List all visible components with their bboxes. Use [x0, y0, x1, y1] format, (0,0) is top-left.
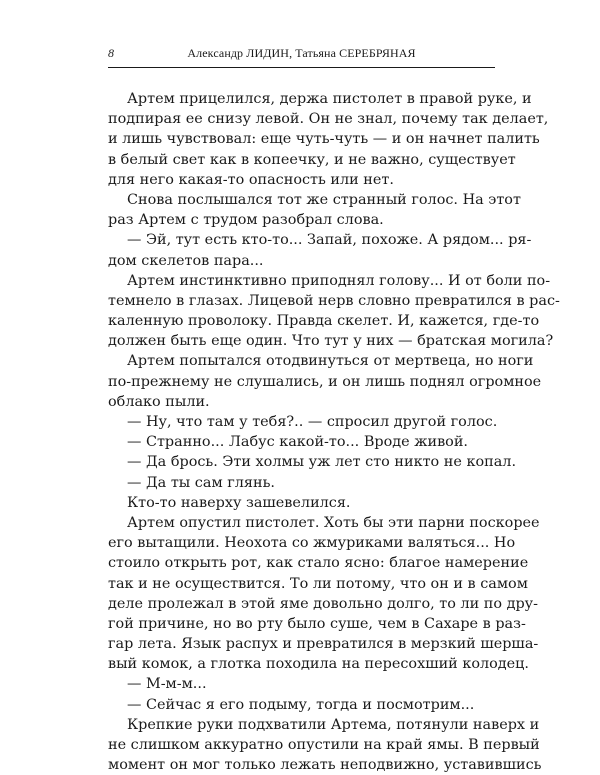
text-line: его вытащили. Неохота со жмуриками валяться... Но: [108, 535, 516, 552]
text-line: деле пролежал в этой яме довольно долго, то ли по дру-: [108, 595, 539, 612]
text-line: каленную проволоку. Правда скелет. И, кажется, где-то: [108, 313, 540, 330]
text-line: стоило открыть рот, как стало ясно: благое намерение: [108, 555, 529, 572]
text-line: Крепкие руки подхватили Артема, потянули наверх и: [127, 716, 540, 733]
text-line: Артем попытался отодвинуться от мертвеца, но ноги: [127, 353, 534, 370]
text-line: Артем прицелился, держа пистолет в правой руке, и: [127, 91, 532, 107]
text-line: в белый свет как в копеечку, и не важно, существует: [108, 151, 516, 168]
text-line: раз Артем с трудом разобрал слова.: [108, 212, 384, 229]
text-line: по-прежнему не слушались, и он лишь поднял огромное: [108, 373, 542, 390]
running-head: [108, 46, 495, 64]
text-line: — Ну, что там у тебя?.. — спросил другой голос.: [127, 414, 498, 430]
text-line: — Да ты сам глянь.: [127, 474, 275, 491]
text-line: Артем опустил пистолет. Хоть бы эти парни поскорее: [127, 514, 540, 531]
text-line: так и не осуществится. То ли потому, что он и в самом: [108, 575, 528, 592]
text-body: [108, 89, 560, 775]
text-line: темнело в глазах. Лицевой нерв словно превратился в рас-: [108, 292, 560, 309]
text-line: для него какая-то опасность или нет.: [108, 171, 394, 188]
text-line: вый комок, а глотка походила на пересохший колодец.: [108, 656, 529, 673]
text-line: гой причине, но во рту было суше, чем в Сахаре в раз-: [108, 615, 526, 632]
text-line: — Странно... Лабус какой-то... Вроде живой.: [127, 434, 468, 451]
text-line: должен быть еще один. Что тут у них — братская могила?: [108, 333, 554, 350]
text-line: — Да брось. Эти холмы уж лет сто никто не копал.: [127, 454, 517, 471]
text-line: и лишь чувствовал: еще чуть-чуть — и он начнет палить: [108, 131, 540, 148]
text-line: Кто-то наверху зашевелился.: [127, 494, 351, 511]
text-line: — М-м-м...: [127, 676, 207, 693]
text-line: — Сейчас я его подыму, тогда и посмотрим...: [127, 696, 475, 713]
text-line: гар лета. Язык распух и превратился в мерзкий шерша-: [108, 636, 539, 653]
header-authors: Александр ЛИДИН, Татьяна СЕРЕБРЯНАЯ: [187, 46, 416, 60]
text-line: дом скелетов пара...: [108, 252, 264, 269]
text-line: — Эй, тут есть кто-то... Запай, похоже. А рядом... ря-: [127, 232, 532, 249]
text-line: облако пыли.: [108, 393, 210, 410]
text-line: подпирая ее снизу левой. Он не знал, почему так делает,: [108, 111, 549, 128]
text-line: момент он мог только лежать неподвижно, уставившись: [108, 757, 542, 774]
text-line: Артем инстинктивно приподнял голову... И от боли по-: [127, 272, 551, 289]
page-number: 8: [108, 46, 114, 60]
header-rule: [108, 67, 495, 68]
text-line: не слишком аккуратно опустили на край ямы. В первый: [108, 737, 540, 753]
text-line: Снова послышался тот же странный голос. На этот: [127, 191, 521, 208]
